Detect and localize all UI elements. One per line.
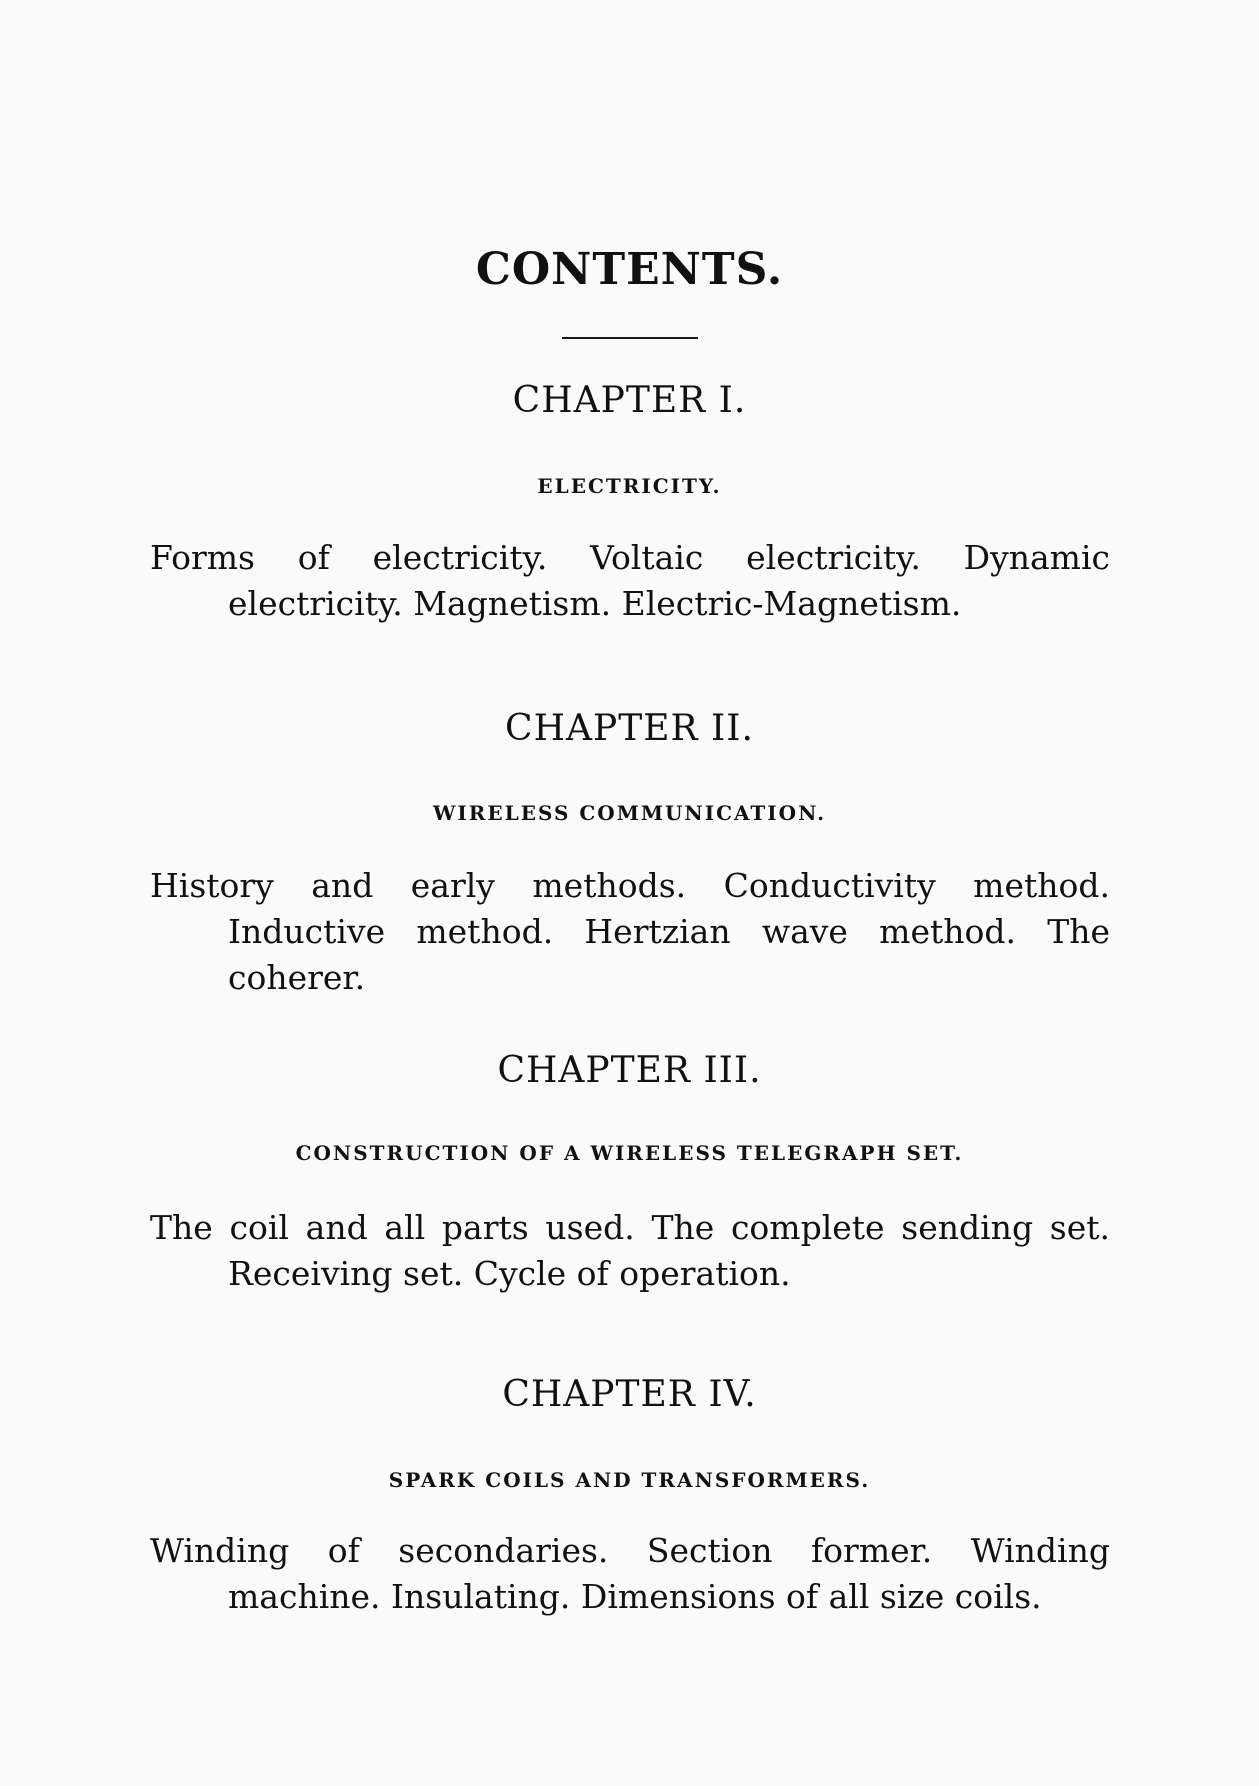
chapter-summary: The coil and all parts used. The complete sending set. Receiving set. Cycle of operation.: [150, 1208, 1110, 1293]
chapter-heading: CHAPTER II.: [505, 708, 754, 749]
title-rule: [562, 337, 698, 339]
chapter-heading: CHAPTER I.: [512, 380, 747, 421]
page-title: CONTENTS.: [475, 244, 784, 295]
chapter-summary: History and early methods. Conductivity method. Inductive method. Hertzian wave method. The coherer.: [150, 866, 1110, 997]
chapter-subject: CONSTRUCTION OF A WIRELESS TELEGRAPH SET.: [295, 1141, 964, 1165]
chapter-heading: CHAPTER III.: [497, 1050, 762, 1091]
chapter-subject: WIRELESS COMMUNICATION.: [432, 801, 827, 825]
chapter-subject: SPARK COILS AND TRANSFORMERS.: [388, 1468, 871, 1492]
chapter-subject: ELECTRICITY.: [537, 474, 722, 498]
chapter-summary: Winding of secondaries. Section former. Winding machine. Insulating. Dimensions of all size coils.: [150, 1531, 1110, 1616]
chapter-heading: CHAPTER IV.: [502, 1374, 757, 1415]
chapter-summary: Forms of electricity. Voltaic electricity. Dynamic electricity. Magnetism. Electric-Magnetism.: [150, 538, 1110, 623]
